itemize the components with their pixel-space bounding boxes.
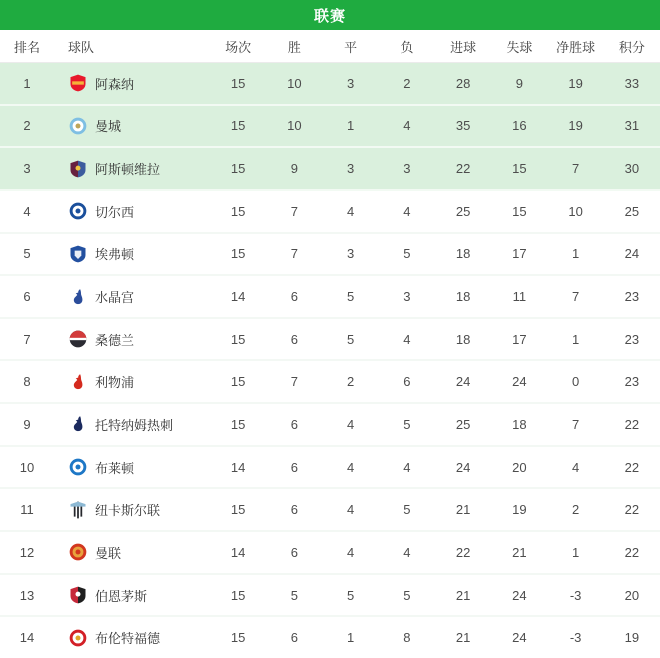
played-cell: 15 — [230, 331, 246, 347]
goal-difference-cell: 1 — [572, 331, 580, 347]
losses-cell: 4 — [403, 203, 411, 219]
team-cell[interactable] — [54, 457, 210, 477]
header-goals-against: 失球 — [506, 39, 533, 55]
goals-against-cell: 11 — [512, 289, 527, 305]
points-cell: 24 — [624, 246, 640, 262]
team-cell[interactable] — [54, 244, 210, 264]
goals-for-cell: 24 — [455, 374, 471, 390]
team-cell[interactable] — [54, 414, 210, 434]
rank-cell: 10 — [19, 459, 35, 475]
played-cell: 15 — [230, 587, 246, 603]
goal-difference-cell: 0 — [572, 374, 580, 390]
table-row[interactable] — [0, 276, 660, 319]
played-cell: 15 — [230, 75, 246, 91]
goal-difference-cell: 1 — [572, 246, 580, 262]
goals-for-cell: 22 — [455, 161, 471, 177]
rank-cell: 9 — [23, 416, 31, 432]
team-name: 曼联 — [95, 545, 122, 561]
table-row[interactable] — [0, 447, 660, 490]
team-name: 桑德兰 — [95, 332, 135, 348]
points-cell: 25 — [624, 203, 640, 219]
table-row[interactable] — [0, 617, 660, 658]
team-cell[interactable] — [54, 116, 210, 136]
team-name: 利物浦 — [95, 375, 135, 391]
goals-for-cell: 35 — [455, 118, 471, 134]
brentford-crest-icon — [68, 628, 88, 648]
points-cell: 31 — [624, 118, 640, 134]
everton-crest-icon — [68, 244, 88, 264]
team-name: 曼城 — [95, 119, 122, 135]
points-cell: 23 — [624, 289, 640, 305]
losses-cell: 6 — [403, 374, 411, 390]
header-played: 场次 — [225, 39, 252, 55]
goals-against-cell: 15 — [512, 203, 527, 219]
draws-cell: 3 — [347, 246, 355, 262]
team-cell[interactable] — [54, 159, 210, 179]
table-row[interactable] — [0, 191, 660, 234]
team-cell[interactable] — [54, 500, 210, 520]
rank-cell: 3 — [23, 161, 31, 177]
played-cell: 15 — [230, 246, 246, 262]
header-wins: 胜 — [287, 39, 301, 55]
table-row[interactable] — [0, 489, 660, 532]
points-cell: 33 — [624, 75, 640, 91]
points-cell: 23 — [624, 331, 640, 347]
rank-cell: 1 — [23, 75, 31, 91]
wins-cell: 6 — [290, 459, 298, 475]
team-name: 切尔西 — [95, 204, 135, 220]
man-united-crest-icon — [68, 542, 88, 562]
goals-for-cell: 28 — [455, 75, 471, 91]
goals-for-cell: 18 — [455, 289, 471, 305]
goals-for-cell: 21 — [455, 587, 471, 603]
wins-cell: 10 — [287, 118, 302, 134]
goals-against-cell: 17 — [512, 246, 527, 262]
team-name: 纽卡斯尔联 — [95, 503, 161, 519]
played-cell: 14 — [230, 289, 246, 305]
rank-cell: 4 — [23, 203, 31, 219]
losses-cell: 5 — [403, 246, 411, 262]
points-cell: 23 — [624, 374, 640, 390]
liverpool-crest-icon — [68, 372, 88, 392]
goals-against-cell: 15 — [512, 161, 527, 177]
wins-cell: 7 — [290, 203, 298, 219]
wins-cell: 6 — [290, 289, 298, 305]
goals-against-cell: 24 — [512, 587, 527, 603]
played-cell: 14 — [230, 459, 246, 475]
goals-against-cell: 20 — [512, 459, 527, 475]
losses-cell: 8 — [403, 630, 411, 646]
rank-cell: 13 — [19, 587, 35, 603]
arsenal-crest-icon — [68, 73, 88, 93]
goals-for-cell: 21 — [455, 630, 471, 646]
goal-difference-cell: 7 — [572, 289, 580, 305]
table-row[interactable] — [0, 361, 660, 404]
team-name: 布莱顿 — [95, 460, 135, 476]
aston-villa-crest-icon — [68, 159, 88, 179]
header-losses: 负 — [400, 39, 414, 55]
table-row[interactable] — [0, 63, 660, 106]
points-cell: 20 — [624, 587, 640, 603]
goals-against-cell: 17 — [512, 331, 527, 347]
played-cell: 14 — [230, 544, 246, 560]
rank-cell: 5 — [23, 246, 31, 262]
crystal-palace-crest-icon — [68, 287, 88, 307]
wins-cell: 6 — [290, 502, 298, 518]
goals-against-cell: 24 — [512, 630, 527, 646]
tottenham-crest-icon — [68, 414, 88, 434]
wins-cell: 6 — [290, 331, 298, 347]
draws-cell: 3 — [347, 75, 355, 91]
goal-difference-cell: 19 — [568, 118, 583, 134]
losses-cell: 5 — [403, 502, 411, 518]
column-header-row — [0, 30, 660, 63]
table-row[interactable] — [0, 575, 660, 618]
played-cell: 15 — [230, 374, 246, 390]
page-title: 联赛 — [313, 7, 346, 25]
goal-difference-cell: 7 — [572, 161, 580, 177]
table-row[interactable] — [0, 148, 660, 191]
rank-cell: 2 — [23, 118, 31, 134]
points-cell: 22 — [624, 459, 640, 475]
man-city-crest-icon — [68, 116, 88, 136]
rank-cell: 7 — [23, 331, 31, 347]
team-cell[interactable] — [54, 287, 210, 307]
losses-cell: 5 — [403, 587, 411, 603]
draws-cell: 4 — [347, 203, 355, 219]
draws-cell: 1 — [347, 630, 355, 646]
goals-against-cell: 16 — [512, 118, 527, 134]
goal-difference-cell: 4 — [572, 459, 580, 475]
goals-for-cell: 22 — [455, 544, 471, 560]
wins-cell: 5 — [290, 587, 298, 603]
team-name: 埃弗顿 — [95, 247, 135, 263]
goals-against-cell: 24 — [512, 374, 527, 390]
goals-against-cell: 9 — [515, 75, 523, 91]
team-name: 伯恩茅斯 — [95, 588, 148, 604]
chelsea-crest-icon — [68, 201, 88, 221]
goal-difference-cell: 1 — [572, 544, 580, 560]
played-cell: 15 — [230, 118, 246, 134]
draws-cell: 1 — [347, 118, 355, 134]
team-cell[interactable] — [54, 201, 210, 221]
wins-cell: 6 — [290, 630, 298, 646]
goals-for-cell: 18 — [455, 246, 471, 262]
losses-cell: 3 — [403, 161, 411, 177]
losses-cell: 3 — [403, 289, 411, 305]
rank-cell: 14 — [19, 630, 35, 646]
goals-against-cell: 18 — [512, 416, 527, 432]
goals-for-cell: 18 — [455, 331, 471, 347]
draws-cell: 5 — [347, 331, 355, 347]
losses-cell: 4 — [403, 331, 411, 347]
wins-cell: 10 — [287, 75, 302, 91]
header-draws: 平 — [344, 39, 358, 55]
newcastle-crest-icon — [68, 500, 88, 520]
team-cell[interactable] — [54, 585, 210, 605]
wins-cell: 6 — [290, 544, 298, 560]
draws-cell: 5 — [347, 587, 355, 603]
goals-for-cell: 25 — [455, 416, 471, 432]
team-cell[interactable] — [54, 73, 210, 93]
goals-against-cell: 19 — [512, 502, 527, 518]
table-body — [0, 63, 660, 658]
draws-cell: 4 — [347, 544, 355, 560]
team-name: 水晶宫 — [95, 290, 135, 306]
played-cell: 15 — [230, 161, 246, 177]
goal-difference-cell: 7 — [572, 416, 580, 432]
table-row[interactable] — [0, 234, 660, 277]
team-name: 托特纳姆热刺 — [95, 417, 174, 433]
team-name: 布伦特福德 — [95, 631, 161, 647]
team-name: 阿斯顿维拉 — [95, 162, 161, 178]
bournemouth-crest-icon — [68, 585, 88, 605]
team-cell[interactable] — [54, 372, 210, 392]
sunderland-crest-icon — [68, 329, 88, 349]
goal-difference-cell: -3 — [569, 587, 582, 603]
header-rank: 排名 — [13, 39, 40, 55]
table-row[interactable] — [0, 106, 660, 149]
rank-cell: 8 — [23, 374, 31, 390]
draws-cell: 4 — [347, 502, 355, 518]
team-cell[interactable] — [54, 542, 210, 562]
goals-against-cell: 21 — [512, 544, 527, 560]
brighton-crest-icon — [68, 457, 88, 477]
points-cell: 19 — [624, 630, 640, 646]
wins-cell: 7 — [290, 374, 298, 390]
played-cell: 15 — [230, 416, 246, 432]
table-row[interactable] — [0, 404, 660, 447]
goals-for-cell: 25 — [455, 203, 471, 219]
team-name: 阿森纳 — [95, 76, 135, 92]
played-cell: 15 — [230, 203, 246, 219]
goal-difference-cell: -3 — [569, 630, 582, 646]
draws-cell: 4 — [347, 416, 355, 432]
goal-difference-cell: 10 — [568, 203, 583, 219]
draws-cell: 5 — [347, 289, 355, 305]
draws-cell: 4 — [347, 459, 355, 475]
header-goal-difference: 净胜球 — [556, 39, 596, 55]
points-cell: 30 — [624, 161, 640, 177]
points-cell: 22 — [624, 416, 640, 432]
wins-cell: 6 — [290, 416, 298, 432]
losses-cell: 4 — [403, 459, 411, 475]
team-cell[interactable] — [54, 628, 210, 648]
points-cell: 22 — [624, 544, 640, 560]
losses-cell: 4 — [403, 118, 411, 134]
played-cell: 15 — [230, 502, 246, 518]
rank-cell: 11 — [20, 502, 34, 518]
losses-cell: 5 — [403, 416, 411, 432]
wins-cell: 7 — [290, 246, 298, 262]
rank-cell: 12 — [19, 544, 35, 560]
goals-for-cell: 21 — [455, 502, 471, 518]
points-cell: 22 — [624, 502, 640, 518]
played-cell: 15 — [230, 630, 246, 646]
wins-cell: 9 — [290, 161, 298, 177]
draws-cell: 2 — [347, 374, 355, 390]
header-goals-for: 进球 — [450, 39, 477, 55]
draws-cell: 3 — [347, 161, 355, 177]
title-bar — [0, 0, 660, 30]
rank-cell: 6 — [23, 289, 31, 305]
team-cell[interactable] — [54, 329, 210, 349]
table-row[interactable] — [0, 532, 660, 575]
goal-difference-cell: 19 — [568, 75, 583, 91]
losses-cell: 4 — [403, 544, 411, 560]
table-row[interactable] — [0, 319, 660, 362]
goal-difference-cell: 2 — [572, 502, 580, 518]
header-points: 积分 — [618, 39, 645, 55]
header-team: 球队 — [68, 39, 95, 55]
losses-cell: 2 — [403, 75, 411, 91]
goals-for-cell: 24 — [455, 459, 471, 475]
